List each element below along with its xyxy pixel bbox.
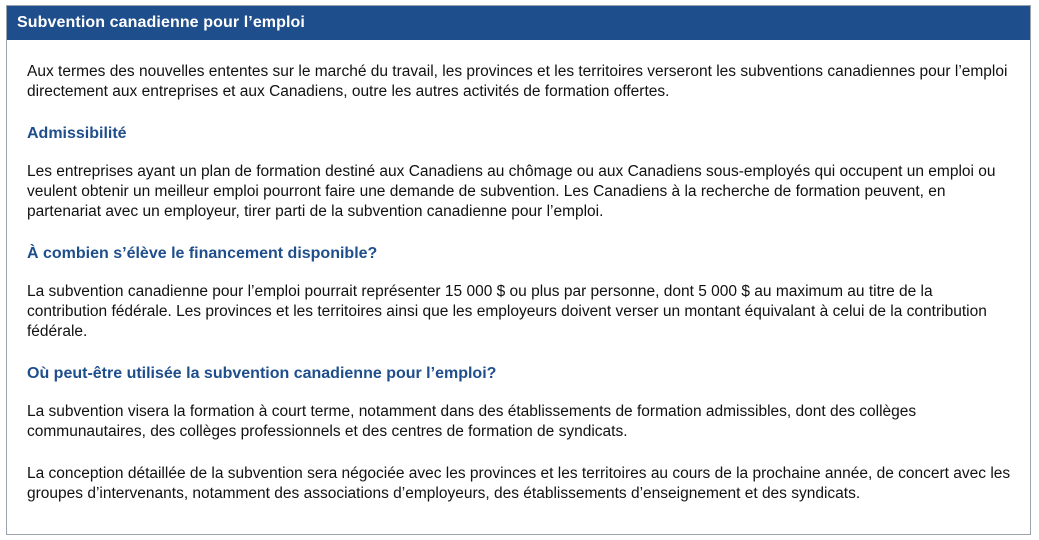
funding-paragraph: La subvention canadienne pour l’emploi pourrait représenter 15 000 $ ou plus par personne, dont 5 000 $ au maximum au titre de la contribution fédérale. Les provinces et les territoires ainsi que les employeurs doivent verser un montant équivalant à celui de la contribution fédérale. [27, 283, 987, 340]
usage-paragraph-2: La conception détaillée de la subvention sera négociée avec les provinces et les territoires au cours de la prochaine année, de concert avec les groupes d’intervenants, notamment des associations d’employeurs, des établissements d’enseignement et des syndicats. [27, 465, 1011, 502]
section-heading-funding: À combien s’élève le financement disponible? [27, 245, 378, 262]
section-heading-usage: Où peut-être utilisée la subvention canadienne pour l’emploi? [27, 365, 497, 382]
panel-title: Subvention canadienne pour l’emploi [7, 6, 1030, 40]
panel-body [7, 40, 1030, 504]
eligibility-paragraph: Les entreprises ayant un plan de formation destiné aux Canadiens au chômage ou aux Canadiens sous-employés qui occupent un emploi ou veulent obtenir un meilleur emploi pourront faire une demande de subvention. Les Canadiens à la recherche de formation peuvent, en partenariat avec un employeur, tirer parti de la subvention canadienne pour l’emploi. [27, 163, 996, 220]
usage-paragraph-1: La subvention visera la formation à court terme, notamment dans des établissements de formation admissibles, dont des collèges communautaires, des collèges professionnels et des centres de formation de syndicats. [27, 403, 917, 440]
info-panel [6, 5, 1031, 535]
section-heading-eligibility: Admissibilité [27, 125, 127, 142]
intro-paragraph: Aux termes des nouvelles ententes sur le marché du travail, les provinces et les territoires verseront les subventions canadiennes pour l’emploi directement aux entreprises et aux Canadiens, outre les autres activités de formation offertes. [27, 63, 1008, 100]
